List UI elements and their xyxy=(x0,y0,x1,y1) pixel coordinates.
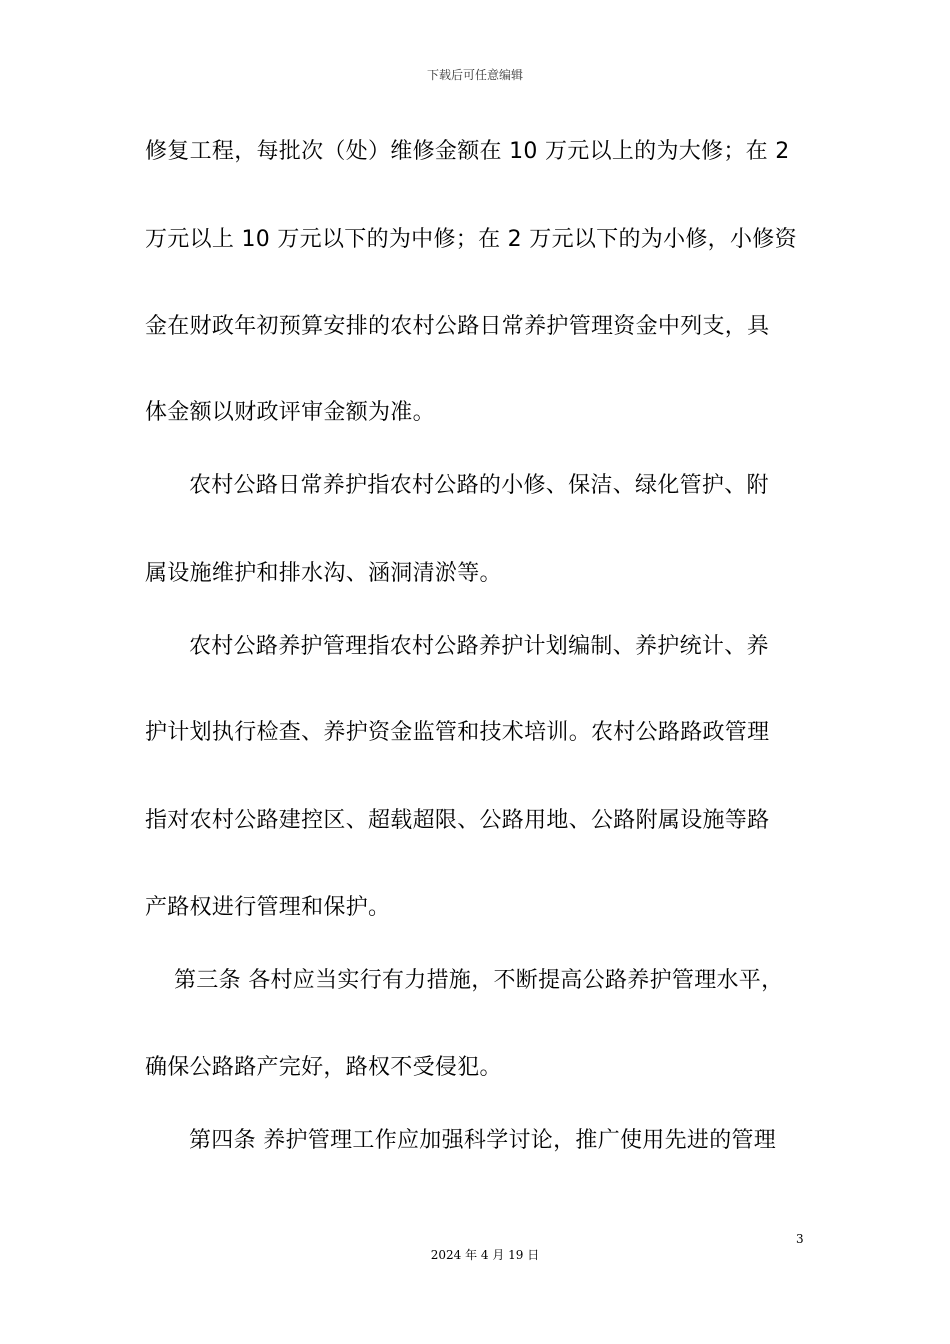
paragraph-line: 修复工程，每批次（处）维修金额在 10 万元以上的为大修；在 2 xyxy=(145,139,790,164)
paragraph-line: 属设施维护和排水沟、涵洞清淤等。 xyxy=(145,561,502,586)
paragraph-line: 指对农村公路建控区、超载超限、公路用地、公路附属设施等路 xyxy=(145,808,770,833)
paragraph-line: 产路权进行管理和保护。 xyxy=(145,895,391,920)
paragraph-line: 农村公路日常养护指农村公路的小修、保洁、绿化管护、附 xyxy=(189,473,769,498)
page-footer-date: 2024 年 4 月 19 日 xyxy=(430,1248,540,1262)
paragraph-line: 护计划执行检查、养护资金监管和技术培训。农村公路路政管理 xyxy=(145,720,770,745)
paragraph-line: 金在财政年初预算安排的农村公路日常养护管理资金中列支，具 xyxy=(145,314,770,339)
paragraph-line: 确保公路路产完好，路权不受侵犯。 xyxy=(145,1055,502,1080)
paragraph-line: 万元以上 10 万元以下的为中修；在 2 万元以下的为小修，小修资 xyxy=(145,227,797,252)
article-4-line: 第四条 养护管理工作应加强科学讨论，推广使用先进的管理 xyxy=(189,1128,777,1153)
paragraph-line: 农村公路养护管理指农村公路养护计划编制、养护统计、养 xyxy=(189,634,769,659)
page-number: 3 xyxy=(796,1232,804,1246)
page-header: 下载后可任意编辑 xyxy=(426,68,523,82)
article-3-line: 第三条 各村应当实行有力措施，不断提高公路养护管理水平， xyxy=(174,968,784,993)
paragraph-line: 体金额以财政评审金额为准。 xyxy=(145,400,435,425)
